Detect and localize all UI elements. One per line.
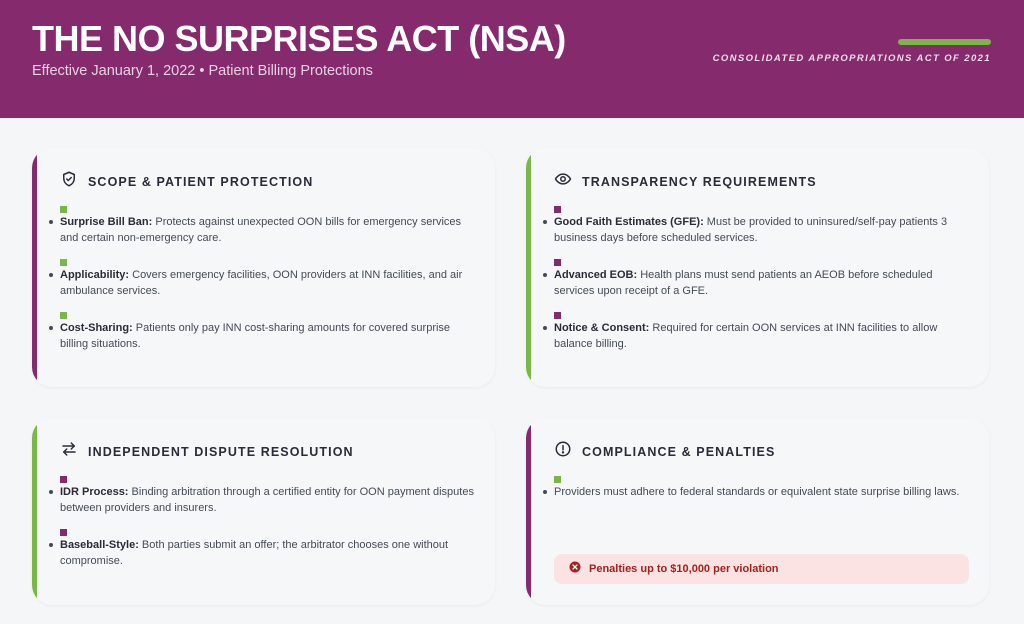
card-header	[554, 440, 775, 463]
item-label: Applicability:	[60, 269, 130, 281]
card-independent-dispute-resolution	[32, 418, 495, 605]
list-item	[60, 259, 475, 299]
item-list	[60, 476, 475, 582]
item-list	[60, 206, 475, 365]
item-text	[60, 214, 475, 246]
list-item	[554, 312, 969, 352]
item-text	[60, 267, 475, 299]
item-text	[554, 267, 969, 299]
bullet-marker	[554, 476, 561, 483]
list-item	[60, 206, 475, 246]
penalty-callout	[554, 554, 969, 584]
act-reference: CONSOLIDATED APPROPRIATIONS ACT OF 2021	[712, 53, 991, 64]
x-circle-icon	[569, 560, 581, 578]
shield-icon	[60, 170, 78, 193]
bullet-marker	[60, 206, 67, 213]
card-title: TRANSPARENCY REQUIREMENTS	[582, 174, 817, 189]
item-text	[60, 320, 475, 352]
card-transparency-requirements	[526, 148, 989, 387]
item-text	[554, 320, 969, 352]
list-item	[60, 529, 475, 569]
list-item	[554, 476, 969, 500]
swap-arrows-icon	[60, 440, 78, 463]
item-body: Required for certain OON services at INN facilities to allow balance billing.	[554, 322, 938, 350]
bullet-marker	[60, 259, 67, 266]
list-item	[554, 259, 969, 299]
item-body: Protects against unexpected OON bills for emergency services and certain non-emergency care.	[60, 216, 462, 244]
alert-circle-icon	[554, 440, 572, 463]
card-title: COMPLIANCE & PENALTIES	[582, 444, 776, 459]
card-header	[554, 170, 817, 193]
item-text	[554, 484, 969, 500]
item-text	[554, 214, 969, 246]
bullet-marker	[60, 312, 67, 319]
item-label: Good Faith Estimates (GFE):	[554, 216, 704, 228]
item-label: Cost-Sharing:	[60, 322, 133, 334]
item-body: Health plans must send patients an AEOB before scheduled services upon receipt of a GFE.	[554, 269, 933, 297]
card-scope-patient-protection	[32, 148, 495, 387]
item-label: Notice & Consent:	[554, 322, 650, 334]
list-item	[60, 312, 475, 352]
bullet-marker	[60, 476, 67, 483]
card-header	[60, 440, 354, 463]
bullet-marker	[554, 259, 561, 266]
item-body: Providers must adhere to federal standards or equivalent state surprise billing laws.	[554, 486, 960, 498]
item-body: Covers emergency facilities, OON providers at INN facilities, and air ambulance services.	[60, 269, 463, 297]
item-body: Patients only pay INN cost-sharing amounts for covered surprise billing situations.	[60, 322, 451, 350]
item-body: Binding arbitration through a certified entity for OON payment disputes between providers and insurers.	[60, 486, 474, 514]
item-text	[60, 484, 475, 516]
bullet-marker	[554, 312, 561, 319]
item-label: Advanced EOB:	[554, 269, 638, 281]
header-banner	[0, 0, 1024, 118]
item-body: Must be provided to uninsured/self-pay patients 3 business days before scheduled services.	[554, 216, 948, 244]
item-text	[60, 537, 475, 569]
item-list	[554, 476, 969, 513]
list-item	[60, 476, 475, 516]
item-label: Baseball-Style:	[60, 539, 139, 551]
accent-bar	[898, 39, 991, 45]
item-list	[554, 206, 969, 365]
item-label: IDR Process:	[60, 486, 129, 498]
item-body: Both parties submit an offer; the arbitrator chooses one without compromise.	[60, 539, 449, 567]
bullet-marker	[60, 529, 67, 536]
bullet-marker	[554, 206, 561, 213]
eye-icon	[554, 170, 572, 193]
page-subtitle: Effective January 1, 2022 • Patient Billing Protections	[32, 63, 373, 79]
card-title: SCOPE & PATIENT PROTECTION	[88, 174, 314, 189]
penalty-text: Penalties up to $10,000 per violation	[589, 563, 779, 575]
card-header	[60, 170, 313, 193]
item-label: Surprise Bill Ban:	[60, 216, 153, 228]
card-compliance-penalties	[526, 418, 989, 605]
card-title: INDEPENDENT DISPUTE RESOLUTION	[88, 444, 354, 459]
list-item	[554, 206, 969, 246]
page-title: THE NO SURPRISES ACT (NSA)	[32, 18, 566, 59]
